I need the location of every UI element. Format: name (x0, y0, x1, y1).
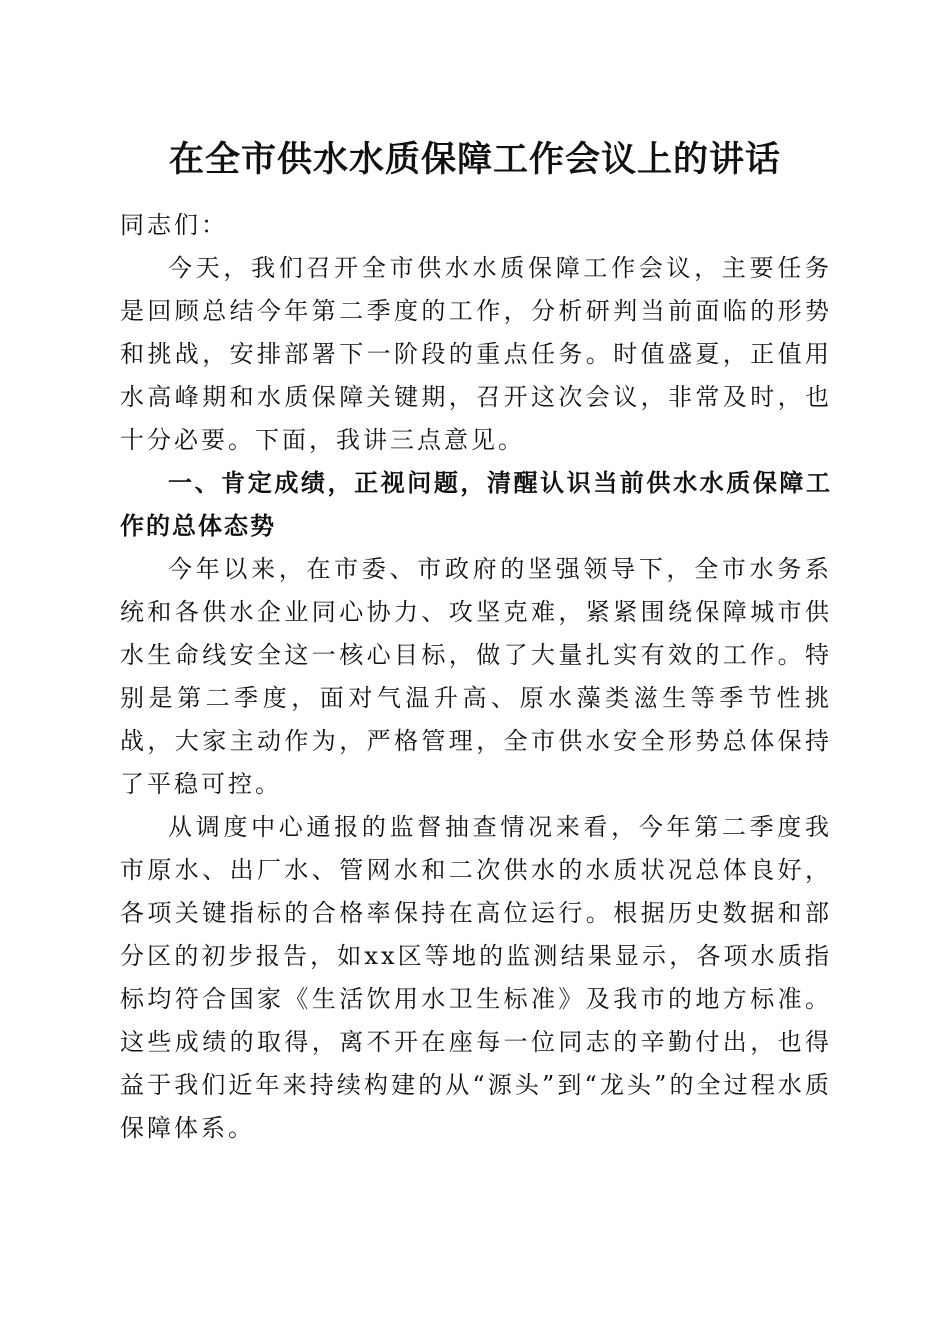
document-body (120, 204, 832, 1150)
paragraph-quality-status: 从调度中心通报的监督抽查情况来看，今年第二季度我市原水、出厂水、管网水和二次供水的水质状况总体良好，各项关键指标的合格率保持在高位运行。根据历史数据和部分区的初步报告，如xx区等地的监测结果显示，各项水质指标均符合国家《生活饮用水卫生标准》及我市的地方标准。这些成绩的取得，离不开在座每一位同志的辛勤付出，也得益于我们近年来持续构建的从“源头”到“龙头”的全过程水质保障体系。 (120, 813, 832, 1142)
document-title: 在全市供水水质保障工作会议上的讲话 (168, 139, 781, 180)
salutation: 同志们： (120, 211, 228, 239)
paragraph-intro: 今天，我们召开全市供水水质保障工作会议，主要任务是回顾总结今年第二季度的工作，分析研判当前面临的形势和挑战，安排部署下一阶段的重点任务。时值盛夏，正值用水高峰期和水质保障关键期，召开这次会议，非常及时，也十分必要。下面，我讲三点意见。 (120, 254, 832, 454)
paragraph-achievements: 今年以来，在市委、市政府的坚强领导下，全市水务系统和各供水企业同心协力、攻坚克难，紧紧围绕保障城市供水生命线安全这一核心目标，做了大量扎实有效的工作。特别是第二季度，面对气温升高、原水藻类滋生等季节性挑战，大家主动作为，严格管理，全市供水安全形势总体保持了平稳可控。 (120, 555, 832, 798)
section-heading-1: 一、肯定成绩，正视问题，清醒认识当前供水水质保障工作的总体态势 (120, 469, 832, 540)
